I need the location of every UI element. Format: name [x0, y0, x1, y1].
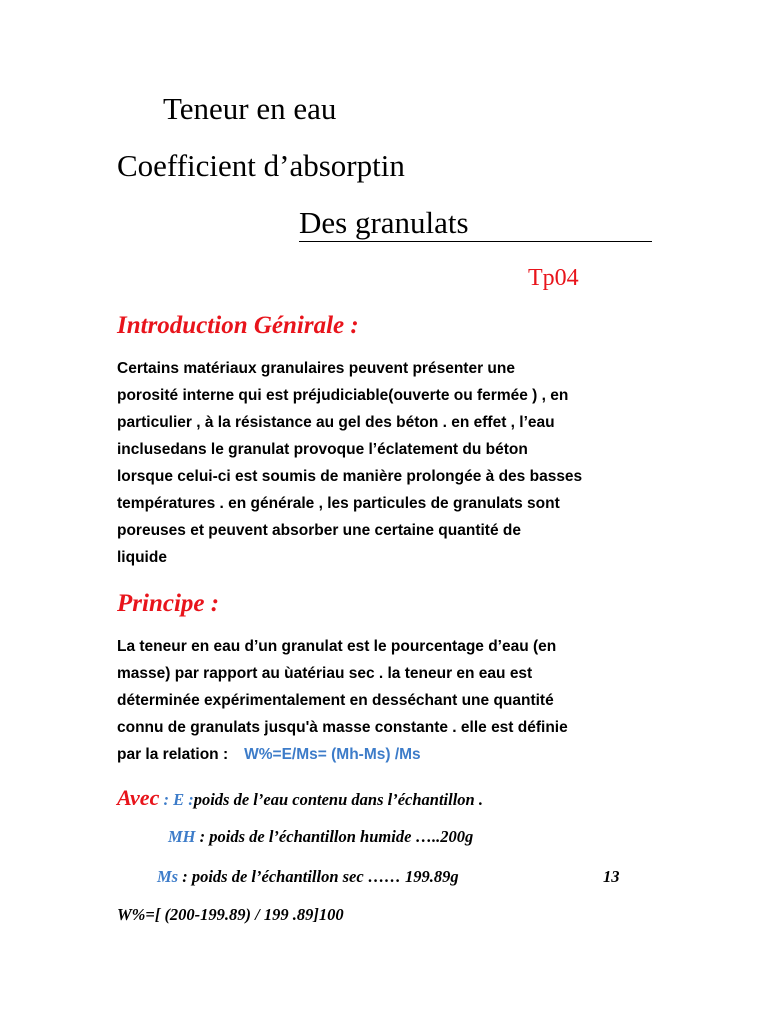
paragraph-line: connu de granulats jusqu'à masse constante . elle est définie — [117, 719, 568, 736]
mh-description: : poids de l’échantillon humide …..200g — [195, 827, 474, 846]
e-description: poids de l’eau contenu dans l’échantillon . — [193, 790, 483, 809]
water-content-calculation: W%=[ (200-199.89) / 199 .89]100 — [117, 905, 344, 924]
ms-symbol: Ms — [157, 867, 179, 886]
title-line-1: Teneur en eau — [163, 91, 337, 126]
title-underline — [299, 241, 652, 242]
water-content-formula: W%=E/Ms= (Mh-Ms) /Ms — [244, 746, 421, 763]
paragraph-line: inclusedans le granulat provoque l’éclatement du béton — [117, 441, 528, 458]
introduction-paragraph — [117, 355, 657, 571]
relation-label: par la relation : — [117, 746, 229, 763]
variable-ms-line — [157, 869, 459, 886]
variable-mh-line — [168, 829, 473, 846]
paragraph-line — [117, 741, 657, 768]
paragraph-line: porosité interne qui est préjudiciable(ouverte ou fermée ) , en — [117, 387, 569, 404]
paragraph-line: températures . en générale , les particules de granulats sont — [117, 495, 560, 512]
paragraph-line: particulier , à la résistance au gel des béton . en effet , l’eau — [117, 414, 555, 431]
avec-label: Avec — [117, 785, 160, 810]
principe-heading: Principe : — [117, 590, 220, 617]
mh-symbol: MH — [168, 827, 196, 846]
paragraph-line: déterminée expérimentalement en desséchant une quantité — [117, 692, 554, 709]
ms-description: : poids de l’échantillon sec …… 199.89g — [178, 867, 459, 886]
ms-extra-number: 13 — [603, 867, 620, 886]
principe-paragraph — [117, 633, 657, 768]
e-symbol: : E : — [163, 790, 194, 809]
tp-code: Tp04 — [528, 265, 579, 291]
paragraph-line: poreuses et peuvent absorber une certaine quantité de — [117, 522, 521, 539]
title-line-2: Coefficient d’absorptin — [117, 148, 405, 183]
paragraph-line: liquide — [117, 549, 167, 566]
title-line-3: Des granulats — [299, 205, 469, 240]
paragraph-line: Certains matériaux granulaires peuvent présenter une — [117, 360, 515, 377]
paragraph-line: masse) par rapport au ùatériau sec . la teneur en eau est — [117, 665, 533, 682]
paragraph-line: lorsque celui-ci est soumis de manière prolongée à des basses — [117, 468, 583, 485]
paragraph-line: La teneur en eau d’un granulat est le pourcentage d’eau (en — [117, 638, 557, 655]
variable-e-line — [117, 787, 483, 809]
introduction-heading: Introduction Génirale : — [117, 312, 359, 339]
